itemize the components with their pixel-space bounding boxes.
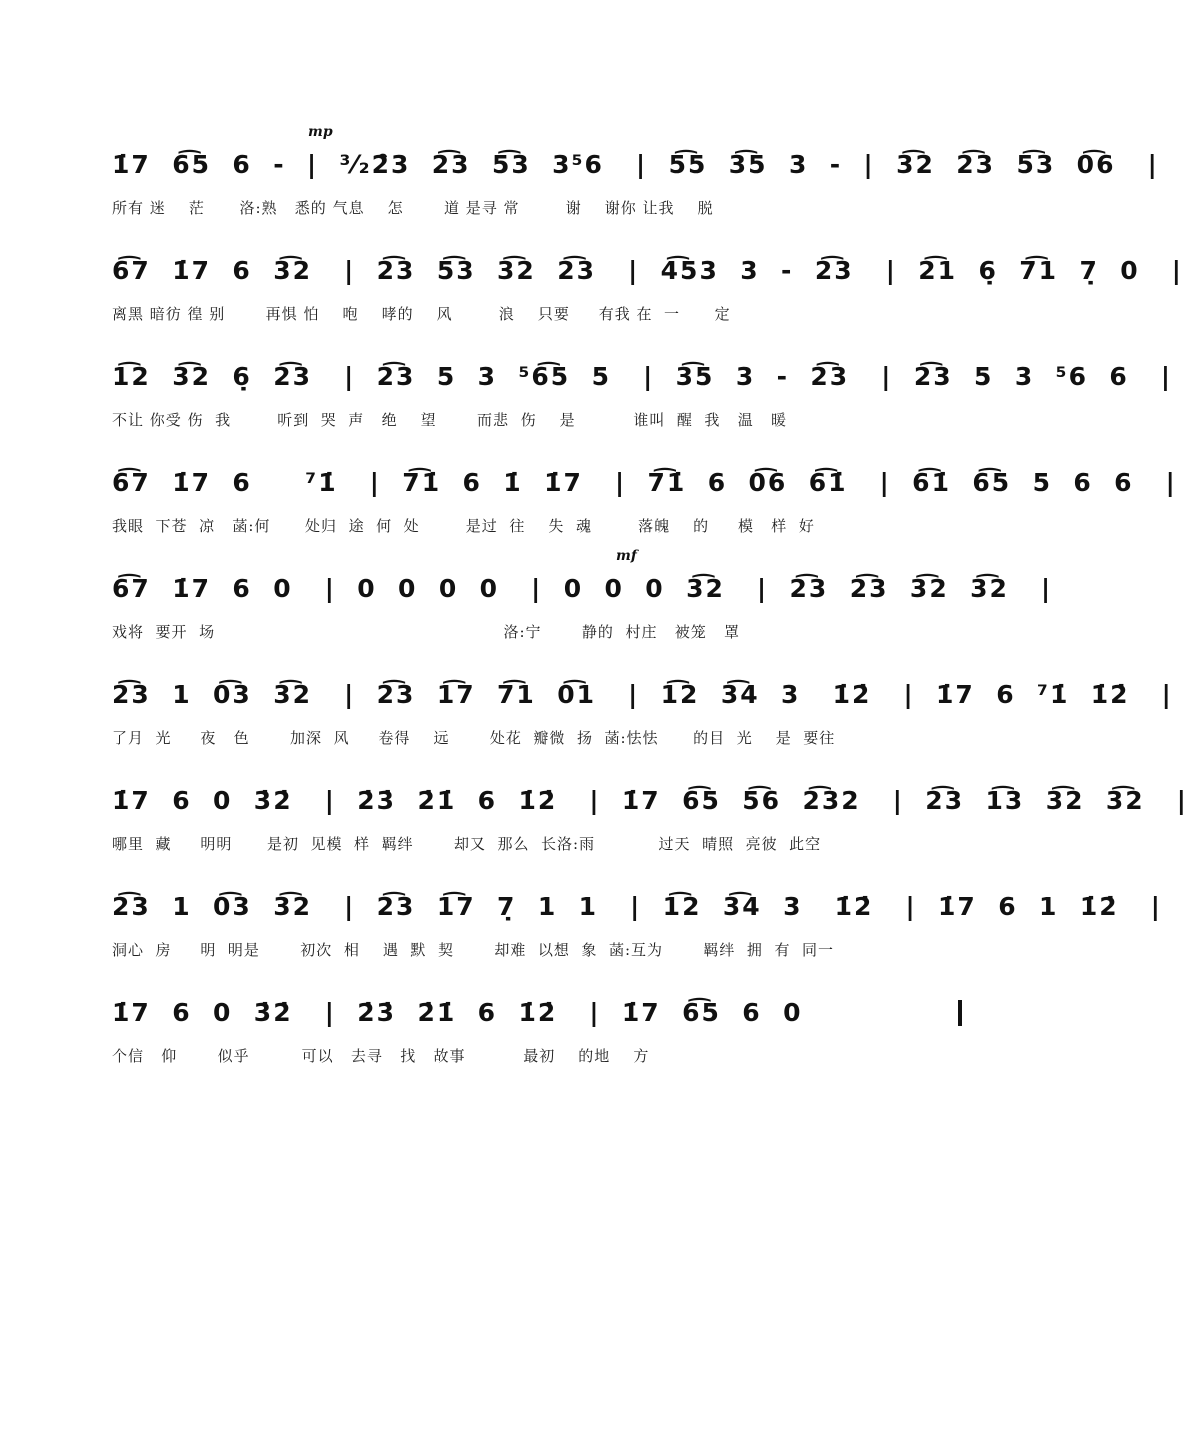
score-system-8 [112, 892, 1162, 992]
notation-line: 2͡3 1 0͡3 3͡2 | 2͡3 1͡7 7̣ 1 1 | 1͡2 3͡4 3 1̇2̇ | 1̇7 6 1 1̇2̇ | [112, 892, 1162, 921]
score-system-4 [112, 468, 1177, 568]
notation-line: 1͡2 3͡2 6̣ 2͡3 | 2͡3 5 3 ⁵6͡5 5 | 3͡5 3 - 2͡3 | 2͡3 5 3 ⁵6 6 | [112, 362, 1173, 391]
lyrics-line: 了月 光 夜 色 加深 风 卷得 远 处花 瓣微 扬 菡:怯怯 的目 光 是 要往 [112, 729, 836, 747]
notation-line: 1̇7 6 0 3̇2̇ | 2̇3̇ 2̇1̇ 6 1̇2̇ | 1̇7 6͡5 5͡6 2͡32 | 2͡3 1͡3 3͡2 3͡2 | [112, 786, 1188, 815]
score-system-7 [112, 786, 1188, 886]
lyrics-line: 洞心 房 明 明是 初次 相 遇 默 契 却难 以想 象 菡:互为 羁绊 拥 有 同一 [112, 941, 834, 959]
score-system-2 [112, 256, 1183, 356]
final-barline [958, 1000, 962, 1026]
notation-line: 1̇7 6͡5 6 - | ³⁄₂2̑3 2͡3 5͡3 3⁵6 | 5͡5 3͡5 3 - | 3͡2 2͡3 5͡3 0͡6 | [112, 150, 1159, 179]
lyrics-line: 离黑 暗彷 徨 别 再惧 怕 咆 哮的 风 浪 只要 有我 在 一 定 [112, 305, 731, 323]
score-system-6 [112, 680, 1173, 780]
notation-line: 6͡7 1̇7 6 ⁷1̇ | 7͡1̇ 6 1̇ 1̇7 | 7͡1̇ 6 0͡6 6͡1̇ | 6͡1̇ 6͡5 5 6 6 | [112, 468, 1177, 497]
lyrics-line: 哪里 藏 明明 是初 见模 样 羁绊 却又 那么 长洛:雨 过天 晴照 亮彼 此空 [112, 835, 822, 853]
lyrics-line: 所有 迷 茫 洛:熟 悉的 气息 怎 道 是寻 常 谢 谢你 让我 脱 [112, 199, 714, 217]
notation-line: 6͡7 1̇7 6 3͡2 | 2͡3 5͡3 3͡2 2͡3 | 4͡53 3 - 2͡3 | 2͡1 6̣ 7͡1 7̣ 0 | [112, 256, 1183, 285]
notation-line: 2͡3 1 0͡3 3͡2 | 2͡3 1͡7 7͡1 0͡1 | 1͡2 3͡4 3 1̇2̇ | 1̇7 6 ⁷1̇ 1̇2̇ | [112, 680, 1173, 709]
score-system-5 [112, 548, 1053, 674]
lyrics-line: 我眼 下苍 凉 菡:何 处归 途 何 处 是过 往 失 魂 落魄 的 模 样 好 [112, 517, 815, 535]
score-system-1 [112, 124, 1159, 250]
lyrics-line: 戏将 要开 场 洛:宁 静的 村庄 被笼 罩 [112, 623, 741, 641]
notation-line: 1̇7 6 0 3̇2̇ | 2̇3̇ 2̇1̇ 6 1̇2̇ | 1̇7 6͡5 6 0 [112, 998, 803, 1027]
score-system-3 [112, 362, 1173, 462]
dynamic-mf: mf [616, 548, 637, 564]
notation-line: 6͡7 1̇7 6 0 | 0 0 0 0 | 0 0 0 3͡2 | 2͡3 2͡3 3͡2 3͡2 | [112, 574, 1053, 603]
lyrics-line: 个信 仰 似乎 可以 去寻 找 故事 最初 的地 方 [112, 1047, 650, 1065]
lyrics-line: 不让 你受 伤 我 听到 哭 声 绝 望 而悲 伤 是 谁叫 醒 我 温 暖 [112, 411, 788, 429]
dynamic-mp: mp [308, 124, 333, 140]
score-system-9 [112, 998, 962, 1098]
